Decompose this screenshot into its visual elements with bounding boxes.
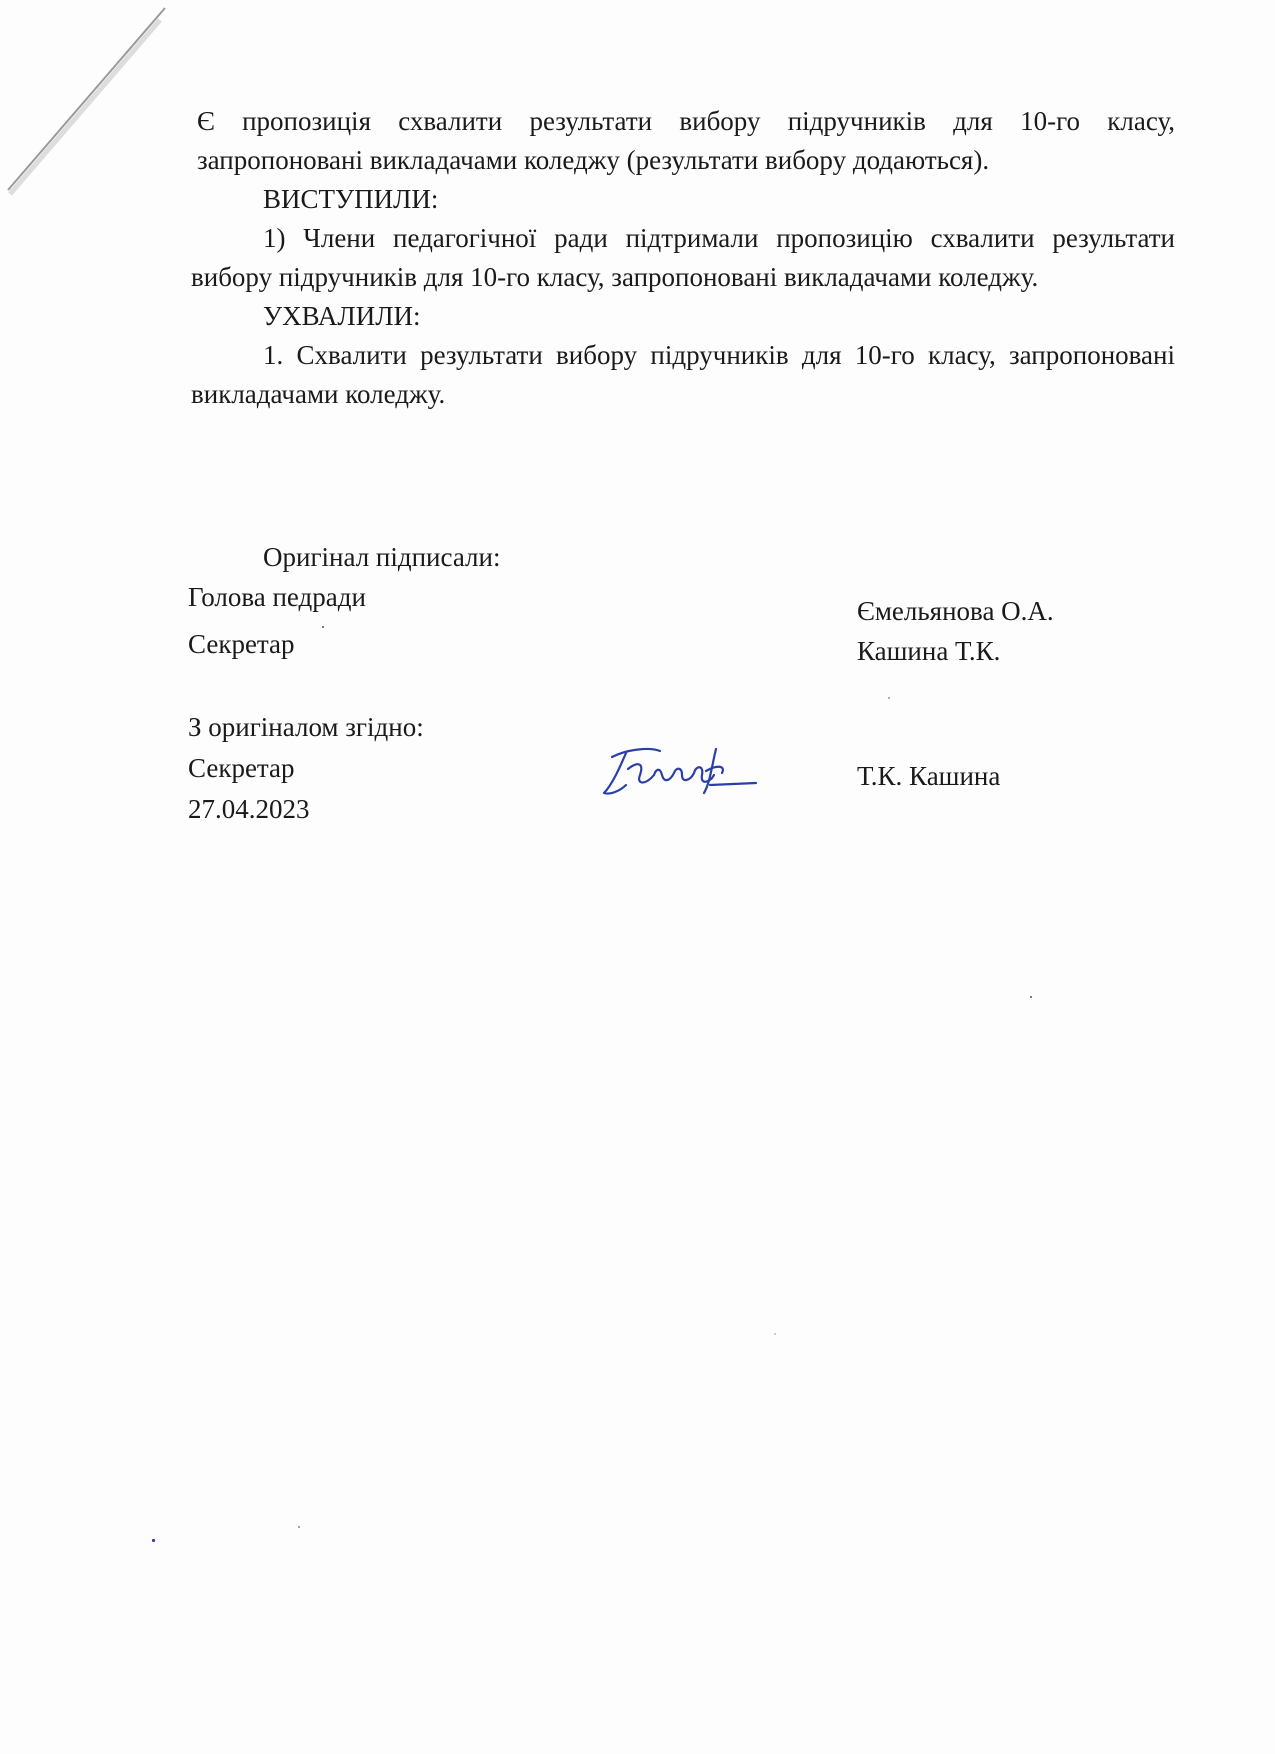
scan-speck (152, 1539, 155, 1542)
resolved-item: 1. Схвалити результати вибору підручників для 10-го класу, запропоновані викладачами коледжу. (191, 340, 1175, 409)
chair-name: Ємельянова О.А. (857, 596, 1054, 626)
scan-speck (322, 626, 324, 628)
scan-speck (774, 1333, 776, 1335)
proposal-paragraph: Є пропозиція схвалити результати вибору підручників для 10-го класу, запропоновані викладачами коледжу (результати вибору додаються). (197, 106, 1175, 175)
spoke-heading: ВИСТУПИЛИ: (263, 184, 439, 214)
original-signed-label: Оригінал підписали: (263, 542, 501, 572)
scan-speck (888, 697, 890, 699)
certifier-name: Т.К. Кашина (857, 761, 1001, 791)
document-body (191, 102, 1175, 414)
document-date: 27.04.2023 (188, 794, 310, 824)
copy-certified-label: З оригіналом згідно: (188, 712, 424, 742)
chair-role: Голова педради (188, 582, 366, 612)
handwritten-signature (598, 735, 763, 805)
spoke-item: 1) Члени педагогічної ради підтримали пропозицію схвалити результати вибору підручників для 10-го класу, запропоновані викладачами коледжу. (191, 223, 1175, 292)
scan-speck (298, 1526, 300, 1528)
resolved-heading: УХВАЛИЛИ: (263, 301, 421, 331)
certifier-role: Секретар (188, 753, 295, 783)
secretary-name: Кашина Т.К. (857, 636, 1001, 666)
secretary-role: Секретар (188, 629, 295, 659)
scan-speck (1030, 996, 1032, 998)
scan-fold-mark (0, 0, 175, 200)
